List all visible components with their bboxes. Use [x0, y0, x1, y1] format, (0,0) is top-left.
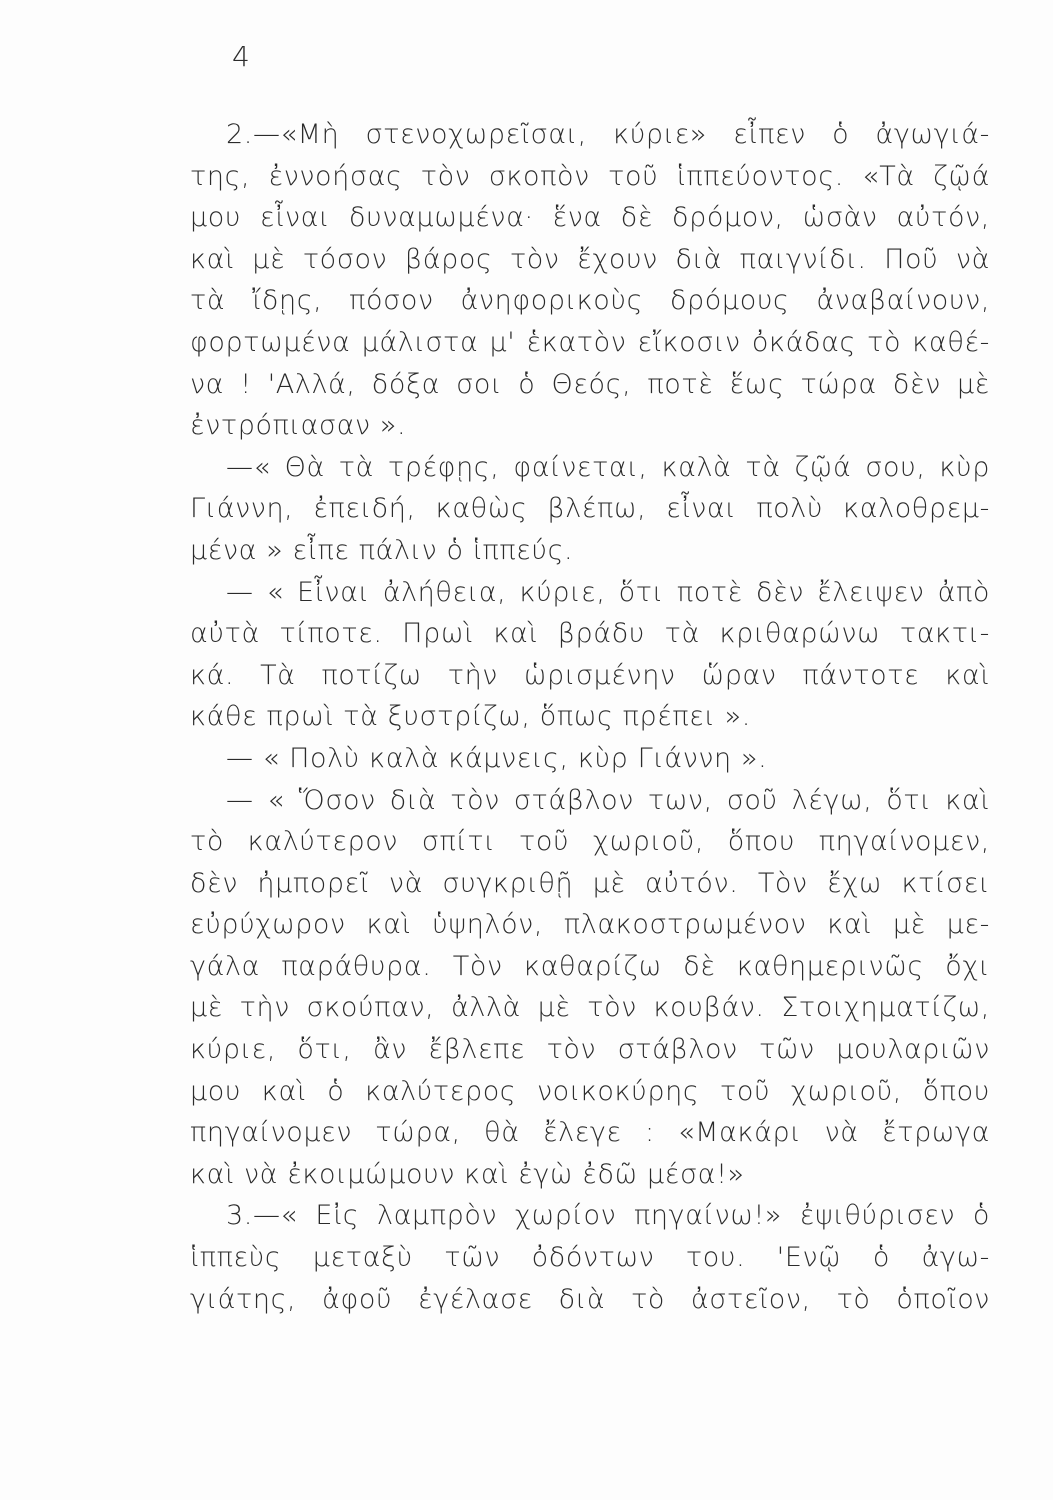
text-line: 2.—«Μὴ στενοχωρεῖσαι, κύριε» εἶπεν ὁ ἀγωγιά-	[226, 119, 990, 150]
text-line: τὸ καλύτερον σπίτι τοῦ χωριοῦ, ὅπου πηγαίνομεν,	[190, 826, 990, 858]
text-line: Γιάννη, ἐπειδή, καθὼς βλέπω, εἶναι πολὺ καλοθρεμ-	[190, 493, 990, 525]
text-line: — « Πολὺ καλὰ κάμνεις, κὺρ Γιάννη ».	[226, 742, 768, 774]
text-line: κύριε, ὅτι, ἂν ἔβλεπε τὸν στάβλον τῶν μουλαριῶν	[190, 1034, 990, 1066]
text-line: μου εἶναι δυναμωμένα· ἕνα δὲ δρόμον, ὡσὰν αὐτόν,	[190, 202, 990, 234]
text-line: —« Θὰ τὰ τρέφῃς, φαίνεται, καλὰ τὰ ζῷά σου, κὺρ	[226, 451, 990, 483]
text-line: γιάτης, ἀφοῦ ἐγέλασε διὰ τὸ ἀστεῖον, τὸ ὁποῖον	[190, 1283, 990, 1315]
text-line: καὶ νὰ ἐκοιμώμουν καὶ ἐγὼ ἐδῶ μέσα!»	[190, 1158, 745, 1190]
text-line: — « Ὅσον διὰ τὸν στάβλον των, σοῦ λέγω, ὅτι καὶ	[226, 784, 990, 816]
text-line: μου καὶ ὁ καλύτερος νοικοκύρης τοῦ χωριοῦ, ὅπου	[190, 1075, 990, 1107]
text-line: να ! 'Αλλά, δόξα σοι ὁ Θεός, ποτὲ ἕως τώρα δὲν μὲ	[190, 368, 990, 400]
text-line: φορτωμένα μάλιστα μ' ἑκατὸν εἴκοσιν ὀκάδας τὸ καθέ-	[190, 326, 990, 358]
text-line: ἱππεὺς μεταξὺ τῶν ὀδόντων του. 'Ενῷ ὁ ἀγω-	[190, 1242, 990, 1274]
text-line: κά. Τὰ ποτίζω τὴν ὡρισμένην ὥραν πάντοτε καὶ	[190, 659, 990, 691]
text-line: ἐντρόπιασαν ».	[190, 410, 407, 442]
text-line: εὐρύχωρον καὶ ὑψηλόν, πλακοστρωμένον καὶ μὲ με-	[190, 909, 990, 941]
text-line: μὲ τὴν σκούπαν, ἀλλὰ μὲ τὸν κουβάν. Στοιχηματίζω,	[190, 992, 990, 1024]
text-line: πηγαίνομεν τώρα, θὰ ἔλεγε : «Μακάρι νὰ ἔτρωγα	[190, 1117, 990, 1149]
text-line: 3.—« Εἰς λαμπρὸν χωρίον πηγαίνω!» ἐψιθύρισεν ὁ	[226, 1200, 990, 1232]
text-line: — « Εἶναι ἀλήθεια, κύριε, ὅτι ποτὲ δὲν ἔλειψεν ἀπὸ	[226, 576, 990, 608]
text-line: κάθε πρωὶ τὰ ξυστρίζω, ὅπως πρέπει ».	[190, 701, 751, 733]
text-line: μένα » εἶπε πάλιν ὁ ἱππεύς.	[190, 534, 574, 566]
page-number: 4	[232, 40, 251, 73]
text-line: γάλα παράθυρα. Τὸν καθαρίζω δὲ καθημερινῶς ὄχι	[190, 950, 990, 982]
body-text	[190, 114, 990, 1320]
text-line: της, ἐννοήσας τὸν σκοπὸν τοῦ ἱππεύοντος. «Τὰ ζῷά	[190, 160, 990, 192]
text-line: δὲν ἠμπορεῖ νὰ συγκριθῇ μὲ αὐτόν. Τὸν ἔχω κτίσει	[190, 867, 990, 899]
text-line: καὶ μὲ τόσον βάρος τὸν ἔχουν διὰ παιγνίδι. Ποῦ νὰ	[190, 243, 990, 275]
text-line: αὐτὰ τίποτε. Πρωὶ καὶ βράδυ τὰ κριθαρώνω τακτι-	[190, 618, 990, 650]
text-line: τὰ ἴδῃς, πόσον ἀνηφορικοὺς δρόμους ἀναβαίνουν,	[190, 285, 990, 317]
